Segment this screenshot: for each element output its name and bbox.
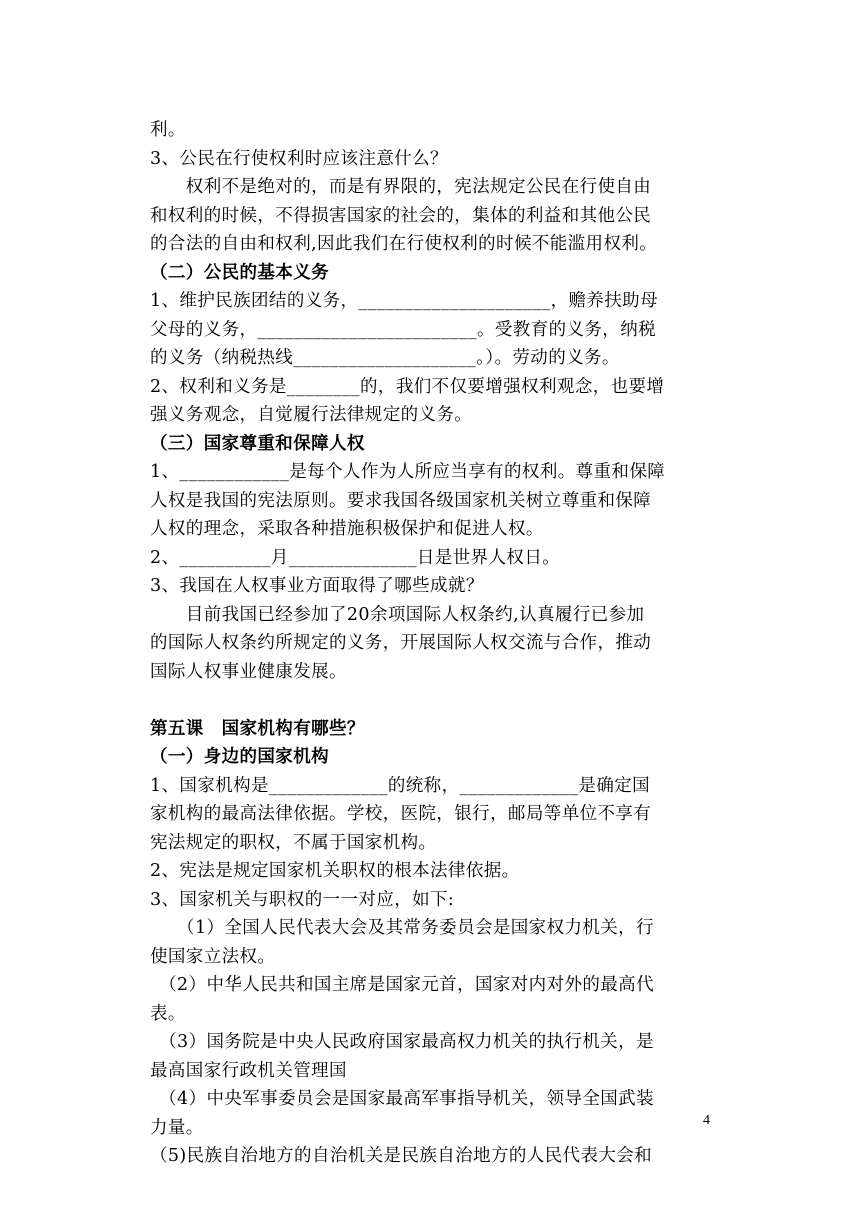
text-line: 表。	[150, 1003, 186, 1024]
page-number: 4	[703, 1113, 710, 1128]
text-line: 使国家立法权。	[150, 946, 276, 967]
text-line: 强义务观念，自觉履行法律规定的义务。	[150, 405, 473, 425]
text-line: 力量。	[150, 1117, 204, 1138]
text-line: 宪法规定的职权，不属于国家机构。	[150, 832, 437, 853]
text-line: 人权的理念，采取各种措施积极保护和促进人权。	[150, 519, 544, 539]
fill-blank-line: 1、国家机构是_____________的统称，_____________是确定国	[150, 775, 651, 796]
text-line: 3、国家机关与职权的一一对应，如下:	[150, 889, 455, 910]
text-line: 2、宪法是规定国家机关职权的根本法律依据。	[150, 861, 520, 881]
fill-blank-line: 的义务（纳税热线____________________。）。劳动的义务。	[150, 348, 620, 368]
blank-spacer	[150, 686, 715, 715]
text-line: 的国际人权条约所规定的义务，开展国际人权交流与合作，推动	[150, 633, 652, 653]
lesson-title: 第五课 国家机构有哪些？	[150, 718, 365, 739]
fill-blank-line: 父母的义务，________________________。受教育的义务，纳税	[150, 319, 656, 340]
list-item-line: （4）中央军事委员会是国家最高军事指导机关，领导全国武装	[150, 1089, 654, 1109]
fill-blank-line: 1、维护民族团结的义务，_____________________，赡养扶助母	[150, 291, 658, 311]
section-heading: （一）身边的国家机构	[150, 747, 329, 767]
text-line: 和权利的时候，不得损害国家的社会的，集体的利益和其他公民	[150, 205, 652, 226]
text-line: 的合法的自由和权利,因此我们在行使权利的时候不能滥用权利。	[150, 234, 658, 254]
section-heading: （三）国家尊重和保障人权	[150, 433, 365, 454]
fill-blank-line: 1、____________是每个人作为人所应当享有的权利。尊重和保障	[150, 462, 666, 482]
list-item-line: （5)民族自治地方的自治机关是民族自治地方的人民代表大会和	[150, 1146, 653, 1166]
text-line: 家机构的最高法律依据。学校，医院，银行，邮局等单位不享有	[150, 804, 652, 824]
question-line: 3、公民在行使权利时应该注意什么？	[150, 148, 448, 169]
fill-blank-line: 2、权利和义务是________的，我们不仅要增强权利观念，也要增	[150, 376, 665, 397]
list-item-line: （2）中华人民共和国主席是国家元首，国家对内对外的最高代	[150, 975, 654, 995]
question-line: 3、我国在人权事业方面取得了哪些成就？	[150, 576, 484, 596]
text-line: 人权是我国的宪法原则。要求我国各级国家机关树立尊重和保障	[150, 490, 652, 511]
text-line: 权利不是绝对的，而是有界限的，宪法规定公民在行使自由	[150, 177, 652, 197]
list-item-line: （1）全国人民代表大会及其常务委员会是国家权力机关，行	[150, 918, 654, 938]
text-line: 目前我国已经参加了20余项国际人权条约,认真履行已参加	[150, 604, 645, 625]
fill-blank-line: 2、__________月______________日是世界人权日。	[150, 547, 561, 568]
list-item-line: （3）国务院是中央人民政府国家最高权力机关的执行机关，是	[150, 1032, 654, 1052]
text-line: 利。	[150, 120, 186, 140]
text-line: 国际人权事业健康发展。	[150, 661, 347, 682]
document-body	[150, 116, 715, 1171]
section-heading: （二）公民的基本义务	[150, 262, 329, 283]
text-line: 最高国家行政机关管理国	[150, 1060, 347, 1081]
